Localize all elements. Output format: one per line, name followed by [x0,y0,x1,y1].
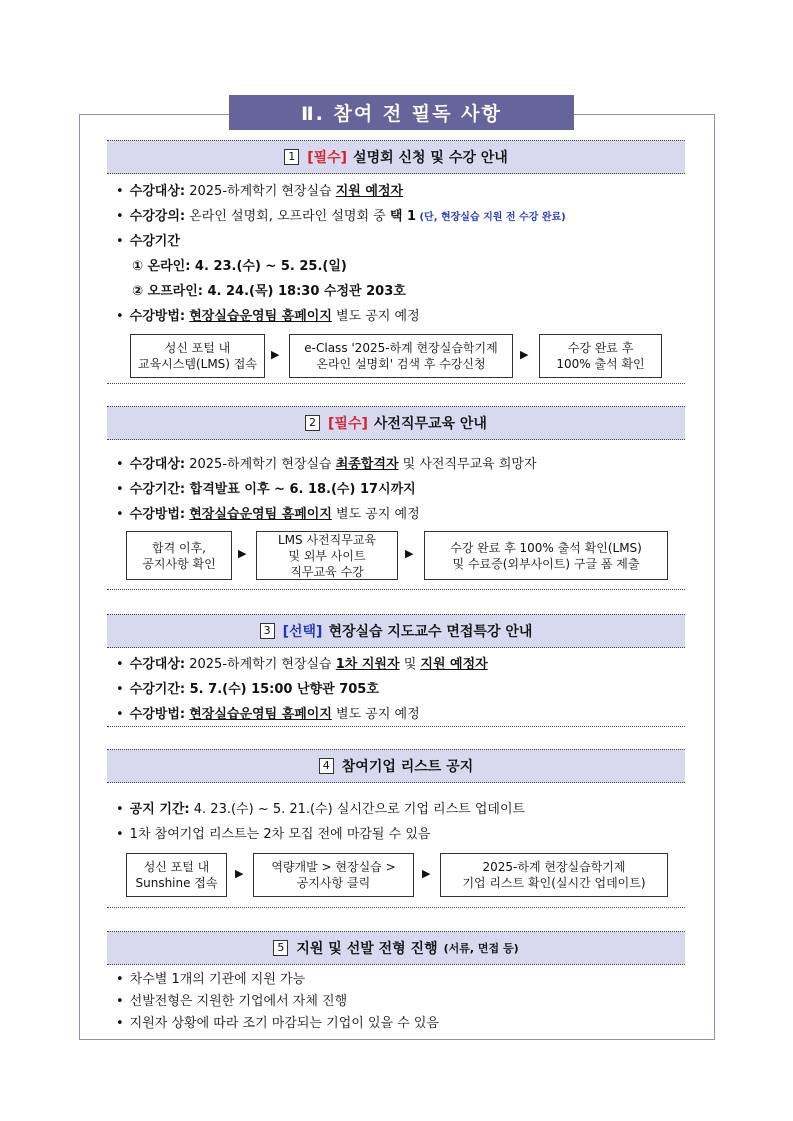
flow-step: 2025-하계 현장실습학기제 기업 리스트 확인(실시간 업데이트) [440,853,668,897]
arrow-right-icon: ▶ [238,547,247,560]
list-item: • 차수별 1개의 기관에 지원 가능 [116,972,306,987]
flow-step: e-Class '2025-하계 현장실습학기제 온라인 설명회' 검색 후 수강신청 [289,334,513,378]
section-title: 설명회 신청 및 수강 안내 [353,150,508,166]
list-item: • 수강방법: 현장실습운영팀 홈페이지 별도 공지 예정 [116,309,420,324]
flow-step: 합격 이후, 공지사항 확인 [126,531,232,580]
flow-step: 성신 포털 내 교육시스템(LMS) 접속 [130,334,265,378]
required-tag: [필수] [328,416,368,432]
list-item: • 선발전형은 지원한 기업에서 자체 진행 [116,994,348,1009]
arrow-right-icon: ▶ [235,867,244,880]
list-item: • 수강대상: 2025-하계학기 현장실습 지원 예정자 [116,184,404,199]
arrow-right-icon: ▶ [422,867,431,880]
section-number: 2 [305,415,320,431]
arrow-right-icon: ▶ [405,547,414,560]
section-number: 5 [273,940,288,956]
list-item: • 1차 참여기업 리스트는 2차 모집 전에 마감될 수 있음 [116,827,431,842]
section-1-header [107,140,685,174]
list-item: • 수강대상: 2025-하계학기 현장실습 1차 지원자 및 지원 예정자 [116,657,488,672]
section-2-header [107,406,685,440]
flow-step: 수강 완료 후 100% 출석 확인 [539,334,662,378]
section-5-header [107,931,685,965]
list-item: • 수강기간: 5. 7.(수) 15:00 난향관 705호 [116,682,379,697]
list-item: • 공지 기간: 4. 23.(수) ~ 5. 21.(수) 실시간으로 기업 리스트 업데이트 [116,802,526,817]
arrow-right-icon: ▶ [520,348,529,361]
section-number: 3 [260,623,275,639]
list-subitem: ② 오프라인: 4. 24.(목) 18:30 수정관 203호 [132,284,406,299]
list-item: • 수강방법: 현장실습운영팀 홈페이지 별도 공지 예정 [116,507,420,522]
divider [107,726,685,727]
optional-tag: [선택] [282,624,323,640]
list-subitem: ① 온라인: 4. 23.(수) ~ 5. 25.(일) [132,259,347,274]
list-item: • 수강강의: 온라인 설명회, 오프라인 설명회 중 택 1 (단, 현장실습 지원 전 수강 완료) [116,209,566,224]
flow-step: 역량개발 > 현장실습 > 공지사항 클릭 [253,853,414,897]
section-subtitle: (서류, 면접 등) [443,942,519,955]
flow-step: LMS 사전직무교육 및 외부 사이트 직무교육 수강 [256,531,398,580]
section-title: 현장실습 지도교수 면접특강 안내 [328,624,533,640]
divider [107,589,685,590]
divider [107,907,685,908]
flow-step: 성신 포털 내 Sunshine 접속 [126,853,227,897]
section-number: 4 [319,758,334,774]
list-item: • 지원자 상황에 따라 조기 마감되는 기업이 있을 수 있음 [116,1016,440,1031]
section-4-header [107,749,685,783]
arrow-right-icon: ▶ [271,348,280,361]
section-3-header [107,614,685,648]
section-title: 참여기업 리스트 공지 [341,759,474,775]
list-item: • 수강기간: 합격발표 이후 ~ 6. 18.(수) 17시까지 [116,482,416,497]
flow-step: 수강 완료 후 100% 출석 확인(LMS) 및 수료증(외부사이트) 구글 폼 제출 [424,531,668,580]
section-title: 지원 및 선발 전형 진행 [296,941,438,957]
section-title: 사전직무교육 안내 [373,416,487,432]
required-tag: [필수] [307,150,348,166]
list-item: • 수강방법: 현장실습운영팀 홈페이지 별도 공지 예정 [116,707,420,722]
list-item: • 수강기간 [116,234,180,249]
page-title: Ⅱ. 참여 전 필독 사항 [229,95,574,130]
list-item: • 수강대상: 2025-하계학기 현장실습 최종합격자 및 사전직무교육 희망자 [116,457,537,472]
section-number: 1 [284,149,299,165]
divider [107,383,685,384]
